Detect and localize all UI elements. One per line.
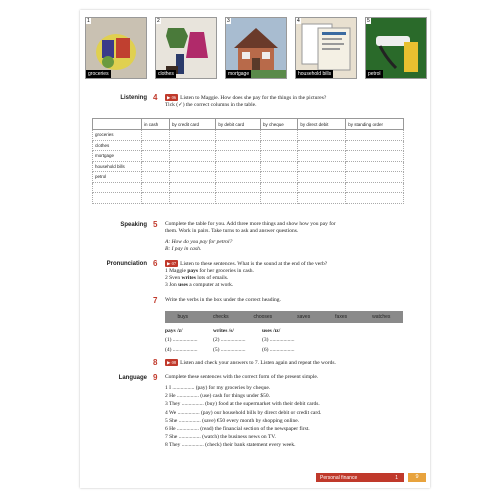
picture-petrol xyxy=(365,17,427,79)
picture-clothes xyxy=(155,17,217,79)
list-item: 5 She ................ (save) €50 every month by shopping online. xyxy=(165,417,300,424)
verb-box xyxy=(165,311,403,323)
unit-title: Personal finance xyxy=(320,474,358,481)
heading-iz: uses /ɪz/ xyxy=(262,328,281,334)
house-image xyxy=(226,18,286,78)
sentence-list xyxy=(165,384,410,450)
exercise-number: 9 xyxy=(153,373,158,382)
exercise-7-instructions: Write the verbs in the box under the correct heading. xyxy=(165,297,281,303)
answer-blank[interactable]: (5) .................. xyxy=(213,347,246,353)
table-row: mortgage xyxy=(93,151,404,162)
table-header-row xyxy=(93,119,404,130)
table-row: petrol xyxy=(93,172,404,183)
column-header xyxy=(93,119,142,130)
verb-item: faxes xyxy=(335,314,348,320)
answer-blank[interactable]: (6) .................. xyxy=(262,347,295,353)
picture-household-bills xyxy=(295,17,357,79)
answer-blank[interactable]: (4) .................. xyxy=(165,347,198,353)
list-item: 1 I ................ (pay) for my groceries by cheque. xyxy=(165,385,271,391)
picture-number: 4 xyxy=(297,18,300,24)
exercise-9-instructions: Complete these sentences with the correct form of the present simple. xyxy=(165,374,319,380)
exercise-number: 5 xyxy=(153,220,158,229)
unit-footer xyxy=(316,473,404,482)
verb-item: chooses xyxy=(253,314,273,320)
table-row xyxy=(93,182,404,193)
section-label-listening: Listening xyxy=(120,95,147,101)
picture-label: groceries xyxy=(88,71,109,77)
bills-image xyxy=(296,18,356,78)
exercise-number: 6 xyxy=(153,259,158,268)
list-item: 7 She ................ (watch) the business news on TV. xyxy=(165,434,276,441)
example-dialogue: A: How do you pay for petrol? B: I pay in cash. xyxy=(165,239,233,252)
table-row: household bills xyxy=(93,161,404,172)
picture-mortgage xyxy=(225,17,287,79)
heading-z: pays /z/ xyxy=(165,328,183,334)
audio-track-icon[interactable]: ▶ 07 xyxy=(167,261,177,266)
page-number: 9 xyxy=(408,473,426,482)
list-item: 4 We ................ (pay) our household bills by direct debit or credit card. xyxy=(165,409,322,416)
exercise-6-instructions: ▶ 07 Listen to these sentences. What is the sound at the end of the verb? 1 Maggie pays for her groceries in cash. 2 Sven writes lots of emails. 3 Jon uses a computer at work. xyxy=(165,260,328,288)
picture-number: 1 xyxy=(87,18,90,24)
clothes-image xyxy=(156,18,216,78)
audio-track-icon[interactable]: ▶ 06 xyxy=(167,95,177,100)
exercise-5-instructions: Complete the table for you. Add three more things and show how you pay for them. Work in pairs. Take turns to ask and answer questions. xyxy=(165,221,336,234)
verb-item: checks xyxy=(213,314,229,320)
exercise-number: 8 xyxy=(153,358,158,367)
unit-number: 1 xyxy=(395,474,398,481)
picture-strip xyxy=(85,17,425,79)
answer-blank[interactable]: (2) .................. xyxy=(213,337,246,343)
column-header: by credit card xyxy=(169,119,215,130)
picture-number: 5 xyxy=(367,18,370,24)
picture-number: 3 xyxy=(227,18,230,24)
picture-number: 2 xyxy=(157,18,160,24)
petrol-image xyxy=(366,18,426,78)
exercise-number: 7 xyxy=(153,296,158,305)
exercise-8-instructions: ▶ 08 Listen and check your answers to 7. Listen again and repeat the words. xyxy=(167,359,336,366)
table-row: clothes xyxy=(93,140,404,151)
verb-item: watches xyxy=(372,314,391,320)
picture-label: petrol xyxy=(368,71,381,77)
picture-label: clothes xyxy=(158,71,174,77)
exercise-4-instructions: ▶ 06 Listen to Maggie. How does she pay for the things in the pictures? Tick (✓) the correct columns in the table. xyxy=(165,94,327,108)
groceries-image xyxy=(86,18,146,78)
section-label-language: Language xyxy=(118,375,147,381)
picture-groceries xyxy=(85,17,147,79)
list-item: 2 He ................ (use) cash for things under $50. xyxy=(165,393,270,400)
column-header: in cash xyxy=(142,119,170,130)
list-item: 8 They ................ (check) their bank statement every week. xyxy=(165,442,296,449)
column-header: by direct debit xyxy=(298,119,346,130)
picture-label: household bills xyxy=(298,71,332,77)
answer-blank[interactable]: (3) .................. xyxy=(262,337,295,343)
list-item: 6 He ................ (read) the financial section of the newspaper first. xyxy=(165,426,310,433)
section-label-speaking: Speaking xyxy=(120,222,147,228)
column-header: by cheque xyxy=(261,119,298,130)
column-header: by debit card xyxy=(216,119,261,130)
exercise-number: 4 xyxy=(153,93,158,102)
answer-blank[interactable]: (1) .................. xyxy=(165,337,198,343)
section-label-pronunciation: Pronunciation xyxy=(106,261,147,267)
list-item: 3 They ................ (buy) food at the supermarket with their debit cards. xyxy=(165,401,320,408)
verb-item: buys xyxy=(177,314,189,320)
heading-s: writes /s/ xyxy=(213,328,234,334)
payment-table xyxy=(92,118,404,204)
picture-label: mortgage xyxy=(228,71,250,77)
audio-track-icon[interactable]: ▶ 08 xyxy=(167,360,177,365)
column-header: by standing order xyxy=(346,119,404,130)
verb-item: saves xyxy=(297,314,311,320)
table-row xyxy=(93,193,404,204)
table-row: groceries xyxy=(93,130,404,141)
